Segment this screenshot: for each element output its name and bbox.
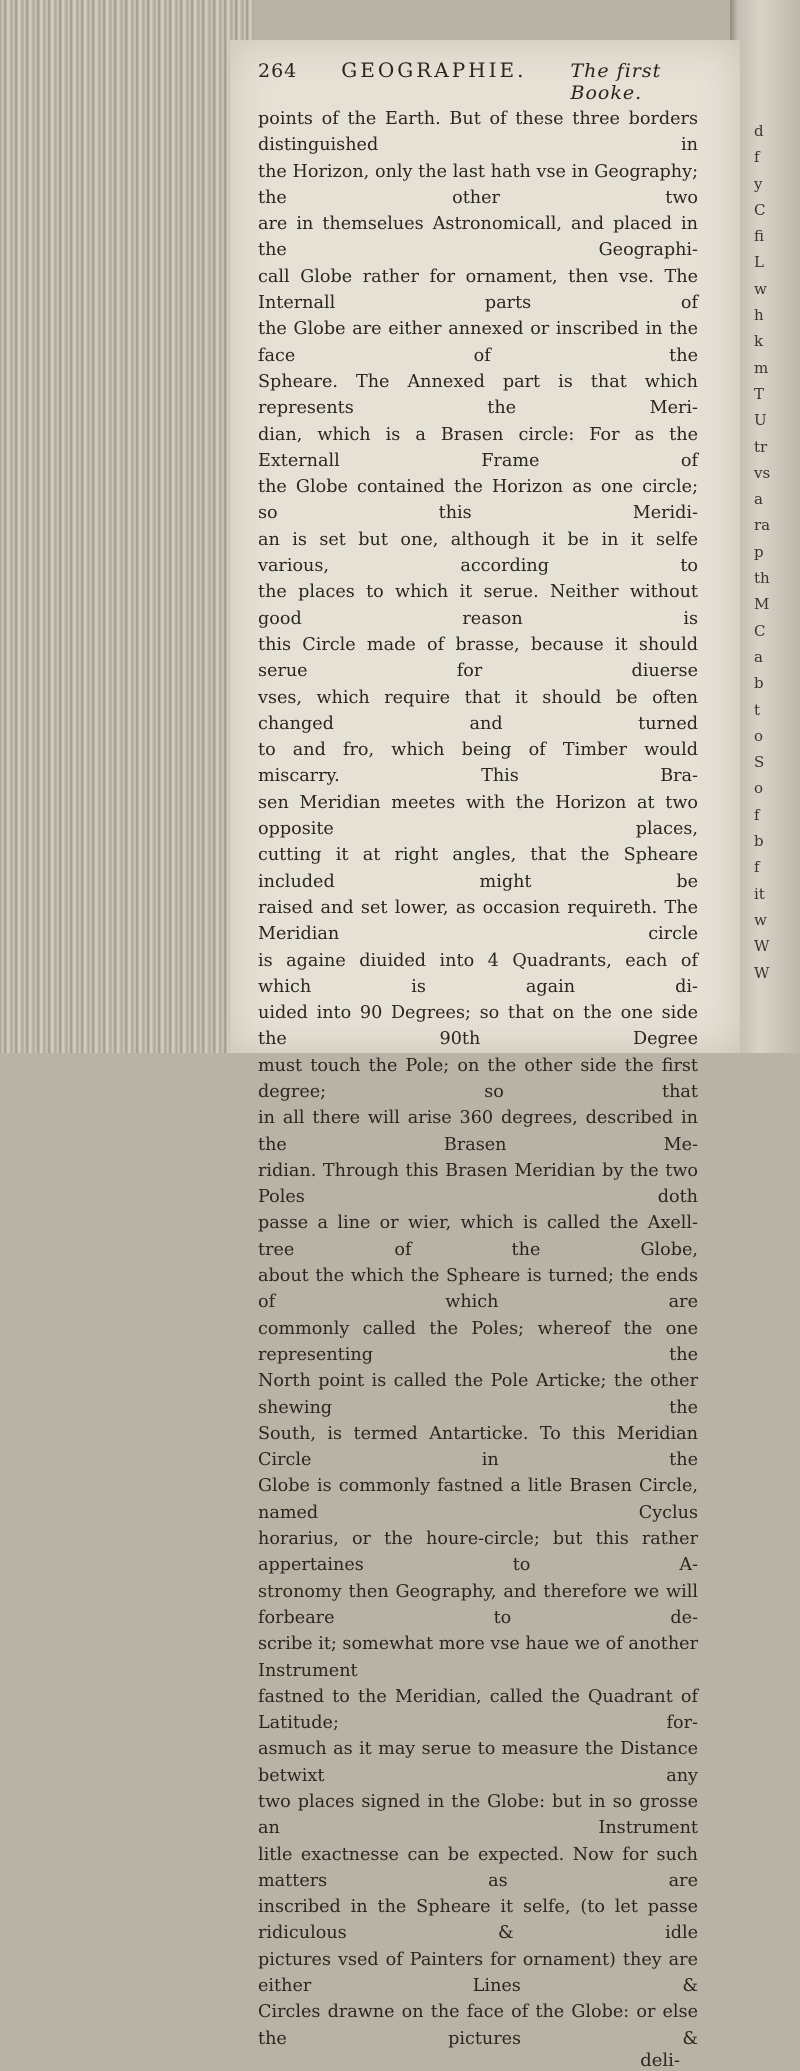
text-line: inscribed in the Spheare it selfe, (to let passe ridiculous & idle: [258, 1897, 698, 1944]
facing-page-fragments: [754, 118, 794, 986]
page-number: 264: [258, 60, 298, 82]
facing-page-glyph: M: [754, 595, 770, 614]
text-line: ridian. Through this Brasen Meridian by the two Poles doth: [258, 1160, 698, 1208]
facing-page-glyph: f: [754, 805, 760, 824]
facing-page-glyph: w: [754, 910, 767, 929]
text-line: are in themselues Astronomicall, and placed in the Geographi-: [258, 214, 698, 261]
text-line: horarius, or the houre-circle; but this rather appertaines to A-: [258, 1529, 698, 1576]
text-line: the places to which it serue. Neither without good reason is: [258, 582, 698, 629]
text-line: two places signed in the Globe: but in so grosse an Instrument: [258, 1792, 698, 1839]
text-line: sen Meridian meetes with the Horizon at two opposite places,: [258, 792, 698, 840]
facing-page-glyph: h: [754, 306, 764, 325]
facing-page-glyph: th: [754, 569, 770, 588]
facing-page-glyph: tr: [754, 437, 768, 456]
text-line: dian, which is a Brasen circle: For as the Externall Frame of: [258, 424, 698, 471]
facing-page-glyph: a: [754, 647, 763, 666]
page-header: [258, 58, 698, 104]
facing-page-glyph: k: [754, 332, 764, 351]
facing-page-glyph: it: [754, 884, 765, 903]
text-line: Spheare. The Annexed part is that which represents the Meri-: [258, 371, 698, 419]
facing-page-glyph: S: [754, 753, 765, 772]
text-line: asmuch as it may serue to measure the Distance betwixt any: [258, 1739, 698, 1786]
text-line: in all there will arise 360 degrees, described in the Brasen Me-: [258, 1108, 698, 1155]
facing-page-glyph: t: [754, 700, 761, 719]
text-line: scribe it; somewhat more vse haue we of another Instrument: [258, 1634, 698, 1681]
facing-page-glyph: W: [754, 937, 770, 956]
text-line: pictures vsed of Painters for ornament) they are either Lines &: [258, 1949, 698, 1997]
facing-page-glyph: T: [754, 384, 765, 403]
text-line: stronomy then Geography, and therefore we will forbeare to de-: [258, 1581, 698, 1628]
running-title: GEOGRAPHIE.: [341, 58, 527, 82]
facing-page-glyph: b: [754, 674, 764, 693]
text-line: commonly called the Poles; whereof the one representing the: [258, 1318, 698, 1365]
text-line: an is set but one, although it be in it selfe various, according to: [258, 529, 698, 577]
text-line: vses, which require that it should be often changed and turned: [258, 687, 698, 734]
text-line: the Globe are either annexed or inscribed in the face of the: [258, 319, 698, 366]
text-line: to and fro, which being of Timber would miscarry. This Bra-: [258, 740, 698, 787]
book-title: The first Booke.: [570, 60, 662, 104]
text-line: Circles drawne on the face of the Globe: or else the pictures &: [258, 2002, 698, 2049]
facing-page-glyph: a: [754, 490, 763, 509]
page-text-block: [258, 58, 698, 2071]
facing-page-glyph: y: [754, 174, 763, 193]
facing-page-glyph: ra: [754, 516, 771, 535]
text-line: South, is termed Antarticke. To this Meridian Circle in the: [258, 1423, 698, 1471]
text-line: this Circle made of brasse, because it should serue for diuerse: [258, 634, 698, 682]
text-line: uided into 90 Degrees; so that on the one side the 90th Degree: [258, 1003, 698, 1050]
facing-page-glyph: C: [754, 621, 766, 640]
facing-page-glyph: L: [754, 253, 764, 272]
facing-page-glyph: p: [754, 542, 764, 561]
text-line: cutting it at right angles, that the Spheare included might be: [258, 845, 698, 892]
facing-page-glyph: d: [754, 122, 764, 140]
text-line: is againe diuided into 4 Quadrants, each of which is again di-: [258, 950, 698, 997]
facing-page-glyph: W: [754, 963, 770, 982]
text-line: fastned to the Meridian, called the Quadrant of Latitude; for-: [258, 1686, 698, 1734]
body-text: [258, 106, 698, 2052]
facing-page-glyph: C: [754, 200, 766, 219]
facing-page-glyph: o: [754, 726, 764, 745]
text-line: Globe is commonly fastned a litle Brasen Circle, named Cyclus: [258, 1476, 698, 1523]
left-page-edges: [0, 0, 255, 1053]
facing-page-glyph: vs: [754, 463, 771, 482]
facing-page-glyph: b: [754, 832, 764, 851]
text-line: raised and set lower, as occasion requireth. The Meridian circle: [258, 897, 698, 945]
text-line: points of the Earth. But of these three borders distinguished in: [258, 109, 698, 156]
facing-page-glyph: o: [754, 779, 764, 798]
text-line: the Horizon, only the last hath vse in Geography; the other two: [258, 161, 698, 208]
facing-page-glyph: fi: [754, 227, 765, 246]
text-line: the Globe contained the Horizon as one circle; so this Meridi-: [258, 477, 698, 524]
text-line: must touch the Pole; on the other side the first degree; so that: [258, 1055, 698, 1102]
text-line: passe a line or wier, which is called the Axell-tree of the Globe,: [258, 1213, 698, 1260]
text-line: litle exactnesse can be expected. Now for such matters as are: [258, 1844, 698, 1891]
facing-page-glyph: m: [754, 358, 769, 377]
catchword: deli-: [640, 2049, 680, 2071]
text-line: North point is called the Pole Articke; the other shewing the: [258, 1371, 698, 1418]
facing-page-glyph: w: [754, 279, 767, 298]
facing-page-glyph: f: [754, 148, 760, 167]
text-line: call Globe rather for ornament, then vse. The Internall parts of: [258, 266, 698, 314]
facing-page-glyph: f: [754, 858, 760, 877]
facing-page-glyph: U: [754, 411, 767, 430]
text-line: about the which the Spheare is turned; the ends of which are: [258, 1266, 698, 1313]
